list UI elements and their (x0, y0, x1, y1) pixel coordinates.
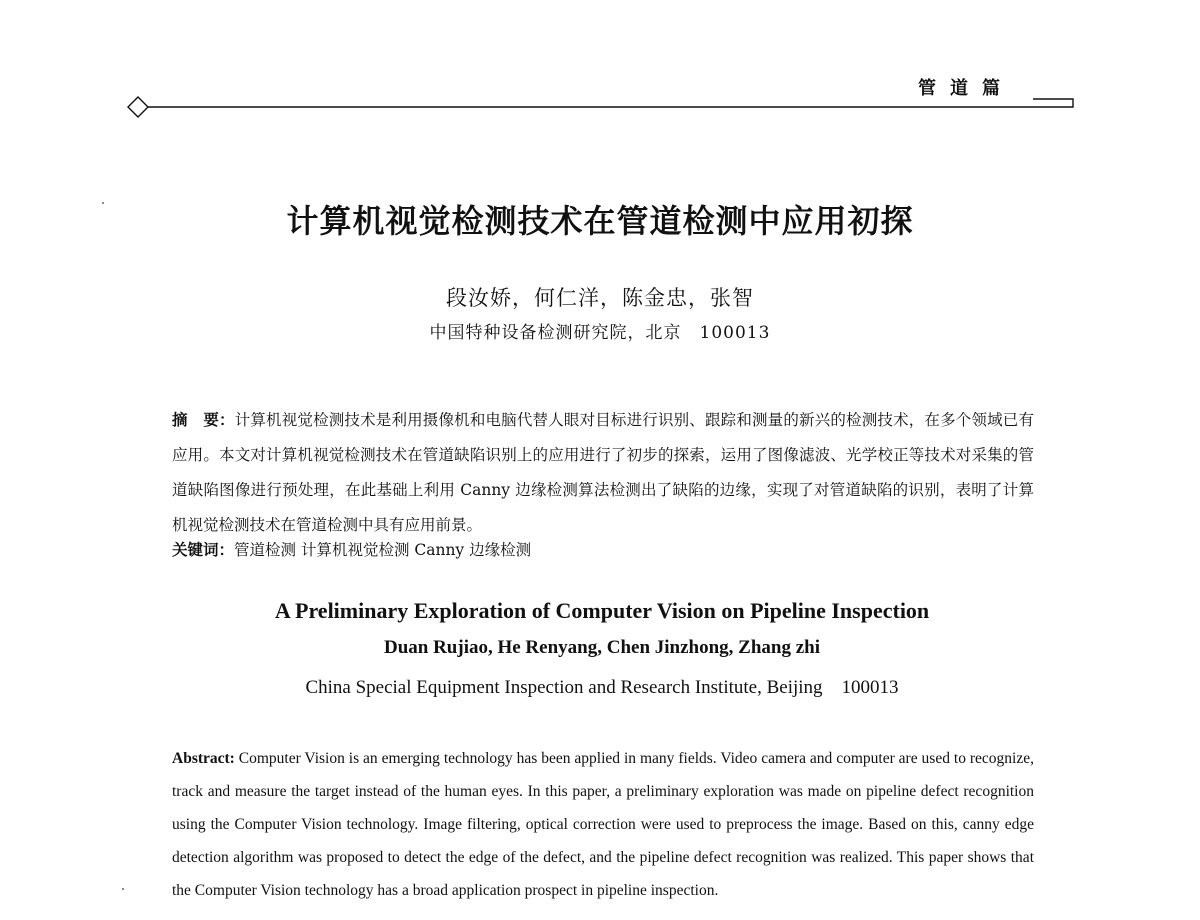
header-rule (126, 94, 1076, 124)
abstract-en-text: Computer Vision is an emerging technology has been applied in many fields. Video camera and computer are used to recognize, track and measure the target instead of the human eyes. In this paper, a preliminary exploration was made on pipeline defect recognition using the Computer Vision technology. Image filtering, optical correction were used to preprocess the image. Based on this, canny edge detection algorithm was proposed to detect the edge of the defect, and the pipeline defect recognition was realized. This paper shows that the Computer Vision technology has a broad application prospect in pipeline inspection. (172, 750, 1034, 899)
header-tab-line (1033, 99, 1073, 107)
abstract-en (172, 742, 1034, 907)
abstract-cn-text: 计算机视觉检测技术是利用摄像机和电脑代替人眼对目标进行识别、跟踪和测量的新兴的检测技术，在多个领域已有应用。本文对计算机视觉检测技术在管道缺陷识别上的应用进行了初步的探索，运用了图像滤波、光学校正等技术对采集的管道缺陷图像进行预处理，在此基础上利用 Canny 边缘检测算法检测出了缺陷的边缘，实现了对管道缺陷的识别，表明了计算机视觉检测技术在管道检测中具有应用前景。 (172, 411, 1034, 534)
authors-en: Duan Rujiao, He Renyang, Chen Jinzhong, Zhang zhi (383, 637, 821, 658)
abstract-cn-label: 摘 要： (172, 410, 235, 429)
abstract-cn (172, 402, 1034, 543)
section-label: 管道篇 (918, 78, 1014, 99)
paper-title-cn: 计算机视觉检测技术在管道检测中应用初探 (286, 202, 914, 240)
authors-cn: 段汝娇，何仁洋，陈金忠，张智 (446, 286, 754, 310)
paper-title-en: A Preliminary Exploration of Computer Vision on Pipeline Inspection (274, 598, 930, 623)
affiliation-en: China Special Equipment Inspection and Research Institute, Beijing 100013 (305, 677, 899, 698)
diamond-icon (128, 97, 148, 117)
scan-speck (122, 888, 124, 890)
keywords-cn-label: 关键词： (172, 540, 235, 559)
abstract-en-label: Abstract: (172, 750, 235, 767)
affiliation-cn: 中国特种设备检测研究院，北京 100013 (429, 323, 771, 343)
keywords-cn (172, 536, 1034, 564)
keywords-cn-text: 管道检测 计算机视觉检测 Canny 边缘检测 (234, 541, 532, 559)
